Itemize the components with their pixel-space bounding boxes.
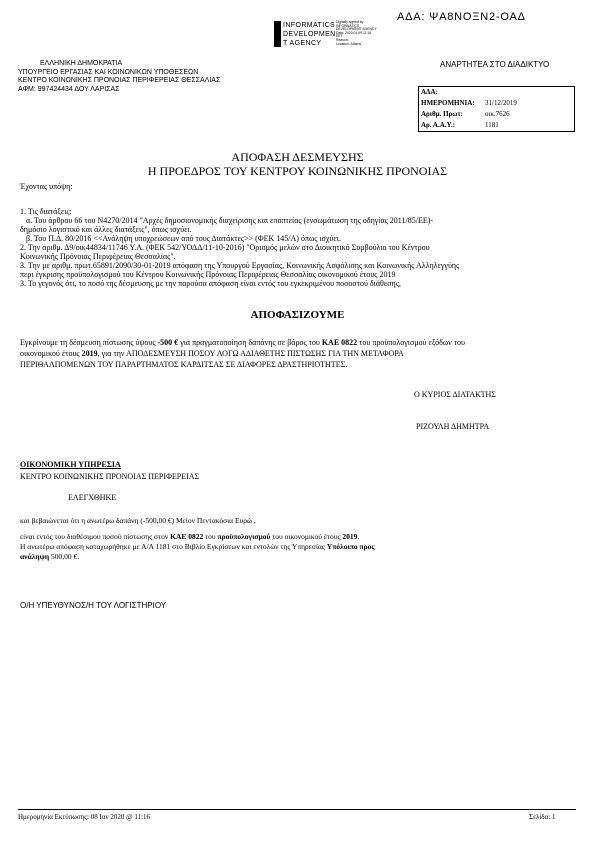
logo-mark-icon: [274, 21, 281, 47]
fine-line: Reason:: [336, 37, 349, 42]
clause-line: α. Του άρθρου 66 του Ν4270/2014 "Αρχές δημοσιονομικής διαχείρισης και εποπτείας (ενσωμάτωση της οδηγίας 2011/85/ΕΕ)-: [26, 216, 434, 225]
clause-line: 1. Τις διατάξεις:: [20, 207, 72, 216]
fine-line: Digitally signed by: [336, 20, 364, 24]
issuer-line: ΚΕΝΤΡΟ ΚΟΙΝΩΝΙΚΗΣ ΠΡΟΝΟΙΑΣ ΠΕΡΙΦΕΡΕΙΑΣ ΘΕΣΣΑΛΙΑΣ: [18, 77, 221, 84]
finance-details: [20, 532, 375, 562]
within-line: [20, 532, 375, 542]
title-line-1: ΑΠΟΦΑΣΗ ΔΕΣΜΕΥΣΗΣ: [231, 150, 364, 164]
issuer-line: ΑΦΜ: 997424434 ΔΟΥ ΛΑΡΙΣΑΣ: [18, 85, 120, 93]
reference-value: [483, 87, 575, 99]
clauses-block: [20, 207, 459, 288]
decision-text: για πραγματοποίηση δαπάνης σε βάρος του: [178, 338, 322, 347]
page-number: Σελίδα: 1: [529, 813, 556, 821]
reference-label: Αριθμ. Πρωτ:: [421, 110, 463, 118]
within-text: .: [357, 532, 360, 541]
decision-line: [20, 348, 465, 359]
publish-note: ΑΝΑΡΤΗΤΕΑ ΣΤΟ ΔΙΑΔΙΚΤΥΟ: [440, 60, 550, 69]
title-line-2: Η ΠΡΟΕΔΡΟΣ ΤΟΥ ΚΕΝΤΡΟΥ ΚΟΙΝΩΝΙΚΗΣ ΠΡΟΝΟΙΑΣ: [147, 164, 448, 178]
fine-line: EET: [336, 34, 343, 39]
issuer-header: [18, 60, 220, 94]
fine-line: INFORMATICS: [336, 23, 360, 28]
checked-label: ΕΛΕΓΧΘΗΚΕ: [68, 493, 117, 502]
decide-heading: ΑΠΟΦΑΣΙΖΟΥΜΕ: [250, 309, 345, 321]
fine-line: Location: Athens: [336, 41, 362, 46]
registered-balance-label: ανάληψη: [20, 552, 50, 561]
logo-line: DEVELOPMEN: [283, 31, 336, 38]
finance-subheading: ΚΕΝΤΡΟ ΚΟΙΝΩΝΙΚΗΣ ΠΡΟΝΟΙΑΣ ΠΕΡΙΦΕΡΕΙΑΣ: [20, 472, 200, 481]
logo-text: [283, 21, 336, 48]
within-year: 2019: [342, 532, 358, 541]
reference-value: 31/12/2019: [485, 99, 517, 107]
decision-line: ΠΕΡΙΘΑΛΠΟΜΕΝΩΝ ΤΟΥ ΠΑΡΑΡΤΗΜΑΤΟΣ ΚΑΡΔΙΤΣΑΣ ΣΕ ΔΙΑΦΟΡΕΣ ΔΡΑΣΤΗΡΙΟΤΗΤΕΣ.: [20, 360, 348, 369]
clause-line: 3. Το γεγονός ότι, το ποσό της δέσμευσης με την παρούσα απόφαση είναι εντός του εγκεκριμένου ποσοστού διάθεσης,: [20, 279, 401, 288]
clause-line: β. Του Π.Δ. 80/2016 <<Ανάληψη υποχρεώσεων από τους Διατάκτες>> (ΦΕΚ 145/Α) όπως ισχύει.: [26, 234, 341, 243]
decision-text: του προϋπολογισμού εξόδων του: [357, 338, 465, 347]
decision-amount: -500 €: [157, 338, 179, 347]
considering-label: Έχοντας υπόψη:: [20, 182, 73, 191]
certify-line: και βεβαιώνεται ότι η ανωτέρω δαπάνη (-500,00 €) Μείον Πεντακόσια Ευρώ ,: [20, 516, 256, 525]
decision-text: , για την ΑΠΟΔΕΣΜΕΥΣΗ ΠΟΣΟΥ ΛΟΓΩ ΑΔΙΑΘΕΤΗΣ ΠΙΣΤΩΣΗΣ ΓΙΑ ΤΗΝ ΜΕΤΑΦΟΡΑ: [97, 349, 404, 358]
signatory-name: ΡΙΖΟΥΛΗ ΔΗΜΗΤΡΑ: [416, 422, 490, 431]
reference-row: [419, 87, 575, 99]
decision-kae: ΚΑΕ 0822: [321, 338, 358, 347]
decision-year: 2019: [81, 349, 98, 358]
registered-text: Η ανωτέρω απόφαση καταχωρήθηκε με Α/Α 1181 στο Βιβλίο Εγκρίσεων και εντολών της Υπηρεσίας: [20, 542, 327, 551]
ada-number: ΑΔΑ: ΨΑ8ΝΟΞΝ2-ΟΑΔ: [397, 11, 526, 23]
reference-value: οικ.7626: [485, 110, 510, 118]
within-text: του οικονομικού έτους: [270, 532, 343, 541]
footer-divider: [18, 809, 576, 810]
clause-line: 3. Την με αριθμ. πρωτ.65891/2090/30-01-2019 απόφαση της Υπουργού Εργασίας, Κοινωνικής Ασφάλισης και Κοινωνικής Αλληλεγγύης: [20, 261, 460, 270]
within-kae: ΚΑΕ 0822: [170, 532, 204, 541]
registered-amount: 500,00 €.: [49, 552, 80, 561]
within-text: είναι εντός του διαθέσιμου ποσού πίστωσης στον: [20, 532, 171, 541]
reference-label: Αρ. Α.Α.Υ.:: [421, 121, 456, 129]
reference-table: [418, 86, 575, 132]
within-budget: προϋπολογισμού: [217, 532, 271, 541]
within-text: του: [203, 532, 218, 541]
decision-text: Εγκρίνουμε τη δέσμευση πίστωσης ύψους: [20, 338, 158, 347]
clause-line: δημόσιο λογιστικό και άλλες διατάξεις", όπως ισχύει.: [20, 225, 192, 234]
registered-balance-label: Υπόλοιπο προς: [326, 542, 375, 551]
print-date: Ημερομηνία Εκτύπωσης: 08 Ιαν 2020 @ 11:16: [18, 813, 151, 821]
finance-heading: ΟΙΚΟΝΟΜΙΚΗ ΥΠΗΡΕΣΙΑ: [20, 460, 121, 469]
fine-line: DEVELOPMENT AGENCY: [336, 27, 377, 32]
logo-line: INFORMATICS: [283, 22, 336, 29]
logo-line: T AGENCY: [283, 40, 322, 47]
decision-text: οικονομικού έτους: [20, 349, 82, 358]
clause-line: 2. Την αριθμ. Δ9/οικ44834/11746 Υ.Α. (ΦΕΚ 542/ΥΟΔΔ/11-10-2016) "Ορισμός μελών στο Διοικητικό Συμβούλιο του Κέντρου: [20, 243, 430, 252]
clause-line: περι έγκρισης προϋπολογισμού του Κέντρου Κοινωνικής Πρόνοιας Περιφέρειας Θεσσαλίας οικονομικού έτους 2019: [20, 270, 396, 279]
signature-fine-print: [336, 21, 377, 46]
registered-line: [20, 552, 375, 562]
clause-line: Κοινωνικής Πρόνοιας Περιφέρειας Θεσσαλίας".: [20, 252, 176, 261]
fine-line: Date: 2020.01.09 11:16: [336, 30, 372, 35]
issuer-line: ΥΠΟΥΡΓΕΙΟ ΕΡΓΑΣΙΑΣ ΚΑΙ ΚΟΙΝΩΝΙΚΩΝ ΥΠΟΘΕΣΕΩΝ: [18, 68, 199, 76]
decision-paragraph: [20, 337, 465, 370]
signatory-role: Ο ΚΥΡΙΟΣ ΔΙΑΤΑΚΤΗΣ: [414, 390, 496, 399]
decision-line: [20, 337, 465, 348]
reference-row: [419, 98, 575, 109]
document-title: [0, 150, 595, 178]
reference-row: [419, 109, 575, 120]
accountant-label: Ο/Η ΥΠΕΥΘΥΝΟΣ/Η ΤΟΥ ΛΟΓΙΣΤΗΡΙΟΥ: [20, 601, 167, 610]
reference-row: [419, 120, 575, 132]
reference-label: ΗΜΕΡΟΜΗΝΙΑ:: [421, 99, 475, 107]
reference-label: ΑΔΑ:: [421, 88, 438, 96]
issuer-line: ΕΛΛΗΝΙΚΗ ΔΗΜΟΚΡΑΤΙΑ: [40, 60, 123, 67]
reference-value: 1181: [485, 121, 499, 129]
registered-line: [20, 542, 375, 552]
